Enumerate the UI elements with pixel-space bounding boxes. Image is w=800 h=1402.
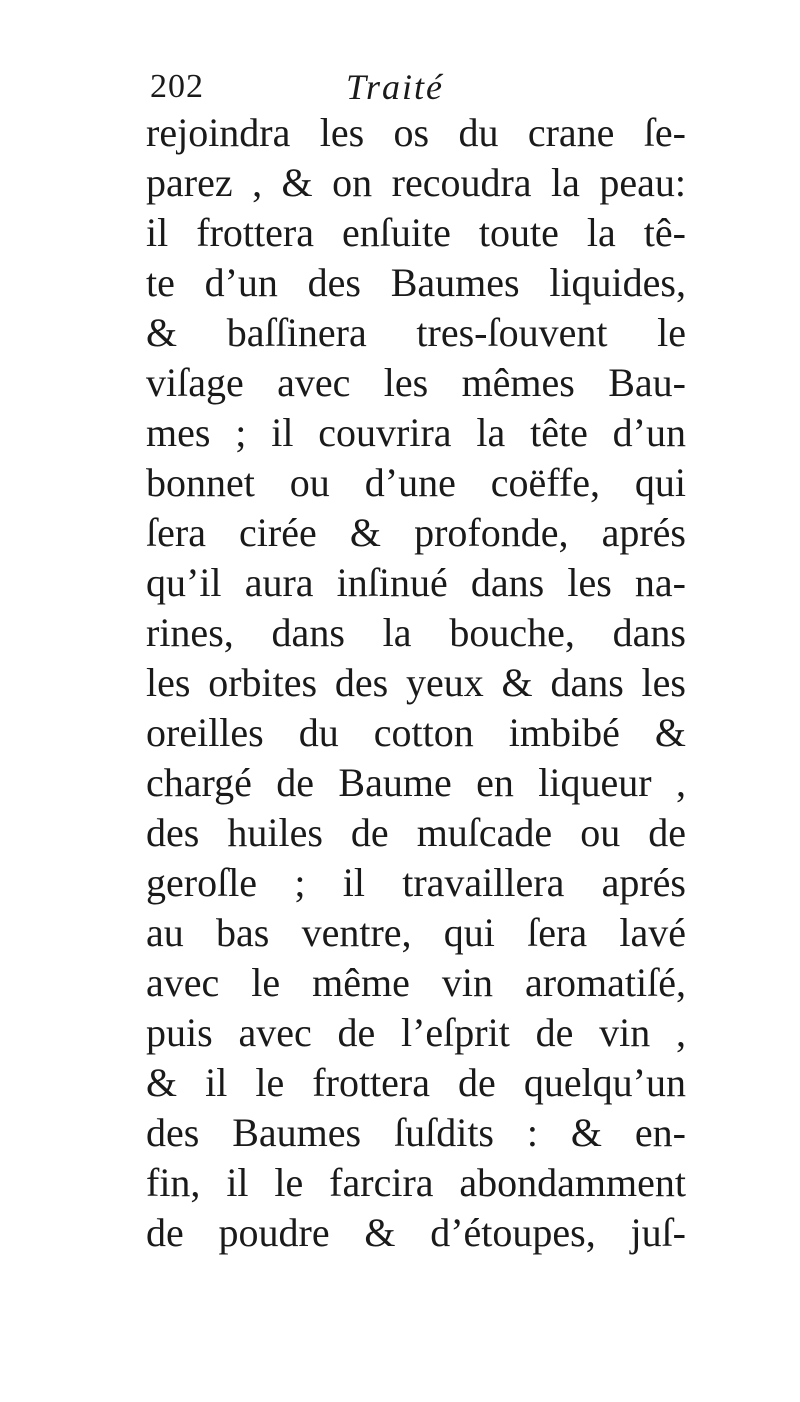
text-line: oreilles du cotton imbibé & (146, 710, 686, 755)
text-line: ſera cirée & profonde, aprés (146, 510, 686, 555)
text-line: viſage avec les mêmes Bau- (146, 360, 686, 405)
text-line: geroſle ; il travaillera aprés (146, 860, 686, 905)
text-line: des Baumes ſuſdits : & en- (146, 1110, 686, 1155)
body-text (146, 108, 686, 1258)
text-line: au bas ventre, qui ſera lavé (146, 910, 686, 955)
text-line: avec le même vin aromatiſé, (146, 960, 686, 1005)
page-number: 202 (150, 68, 204, 105)
text-line: qu’il aura inſinué dans les na- (146, 560, 686, 605)
text-line: & il le frottera de quelqu’un (146, 1060, 686, 1105)
text-line: te d’un des Baumes liquides, (146, 260, 686, 305)
text-line: bonnet ou d’une coëffe, qui (146, 460, 686, 505)
running-title: Traité (346, 67, 445, 107)
text-line: de poudre & d’étoupes, juſ- (146, 1210, 686, 1255)
text-line: & baſſinera tres-ſouvent le (146, 310, 686, 355)
text-line: fin, il le farcira abondamment (146, 1160, 686, 1205)
text-line: rines, dans la bouche, dans (146, 610, 686, 655)
text-line: puis avec de l’eſprit de vin , (146, 1010, 686, 1055)
text-line: parez , & on recoudra la peau: (146, 160, 686, 205)
text-line: il frottera enſuite toute la tê- (146, 210, 686, 255)
text-line: mes ; il couvrira la tête d’un (146, 410, 686, 455)
text-line: des huiles de muſcade ou de (146, 810, 686, 855)
text-line: rejoindra les os du crane ſe- (146, 110, 686, 155)
running-head (150, 64, 690, 110)
text-line: les orbites des yeux & dans les (146, 660, 686, 705)
text-line: chargé de Baume en liqueur , (146, 760, 686, 805)
